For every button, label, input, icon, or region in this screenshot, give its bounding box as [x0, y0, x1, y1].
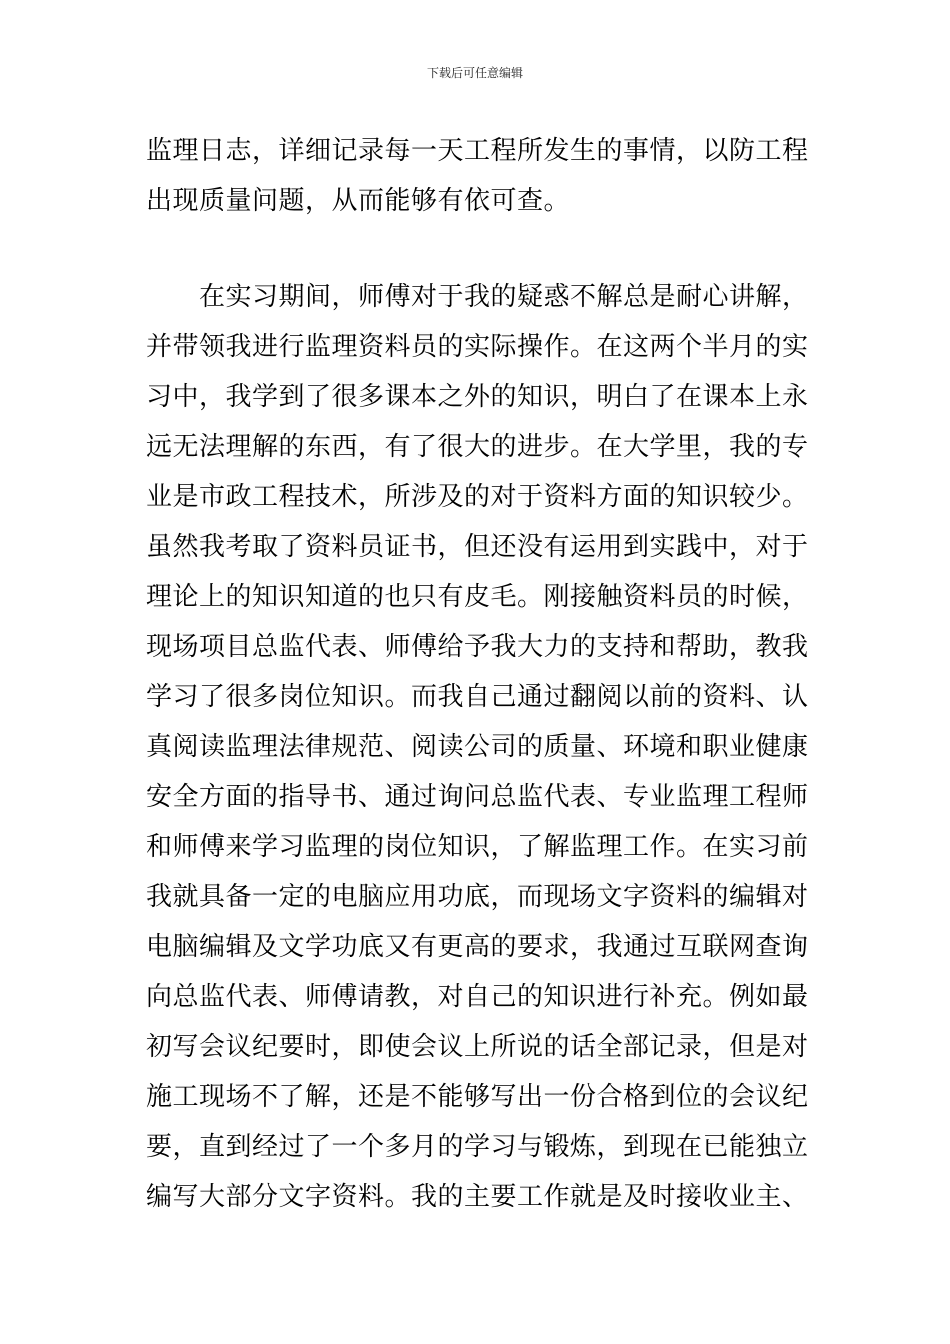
text-line: 出现质量问题，从而能够有依可查。	[146, 186, 571, 216]
text-line: 初写会议纪要时，即使会议上所说的话全部记录，但是对	[146, 1032, 809, 1062]
text-line: 监理日志，详细记录每一天工程所发生的事情，以防工程	[146, 136, 809, 166]
text-line: 学习了很多岗位知识。而我自己通过翻阅以前的资料、认	[146, 682, 809, 712]
text-line: 现场项目总监代表、师傅给予我大力的支持和帮助，教我	[146, 632, 809, 662]
text-line: 理论上的知识知道的也只有皮毛。刚接触资料员的时候，	[146, 582, 809, 612]
paragraph-1	[146, 126, 811, 226]
text-line: 编写大部分文字资料。我的主要工作就是及时接收业主、	[146, 1182, 809, 1212]
page-header: 下载后可任意编辑	[426, 66, 523, 80]
text-line: 真阅读监理法律规范、阅读公司的质量、环境和职业健康	[146, 732, 809, 762]
paragraph-2	[146, 272, 811, 1222]
text-line: 安全方面的指导书、通过询问总监代表、专业监理工程师	[146, 782, 809, 812]
text-line: 业是市政工程技术，所涉及的对于资料方面的知识较少。	[146, 482, 809, 512]
text-line: 施工现场不了解，还是不能够写出一份合格到位的会议纪	[146, 1082, 809, 1112]
text-line: 远无法理解的东西，有了很大的进步。在大学里，我的专	[146, 432, 809, 462]
text-line: 电脑编辑及文学功底又有更高的要求，我通过互联网查询	[146, 932, 809, 962]
text-line: 我就具备一定的电脑应用功底，而现场文字资料的编辑对	[146, 882, 809, 912]
text-line: 并带领我进行监理资料员的实际操作。在这两个半月的实	[146, 332, 809, 362]
text-line: 要，直到经过了一个多月的学习与锻炼，到现在已能独立	[146, 1132, 809, 1162]
text-line: 和师傅来学习监理的岗位知识，了解监理工作。在实习前	[146, 832, 809, 862]
text-line: 虽然我考取了资料员证书，但还没有运用到实践中，对于	[146, 532, 809, 562]
text-line: 向总监代表、师傅请教，对自己的知识进行补充。例如最	[146, 982, 809, 1012]
text-line: 习中，我学到了很多课本之外的知识，明白了在课本上永	[146, 382, 809, 412]
text-line: 在实习期间，师傅对于我的疑惑不解总是耐心讲解，	[146, 282, 809, 312]
